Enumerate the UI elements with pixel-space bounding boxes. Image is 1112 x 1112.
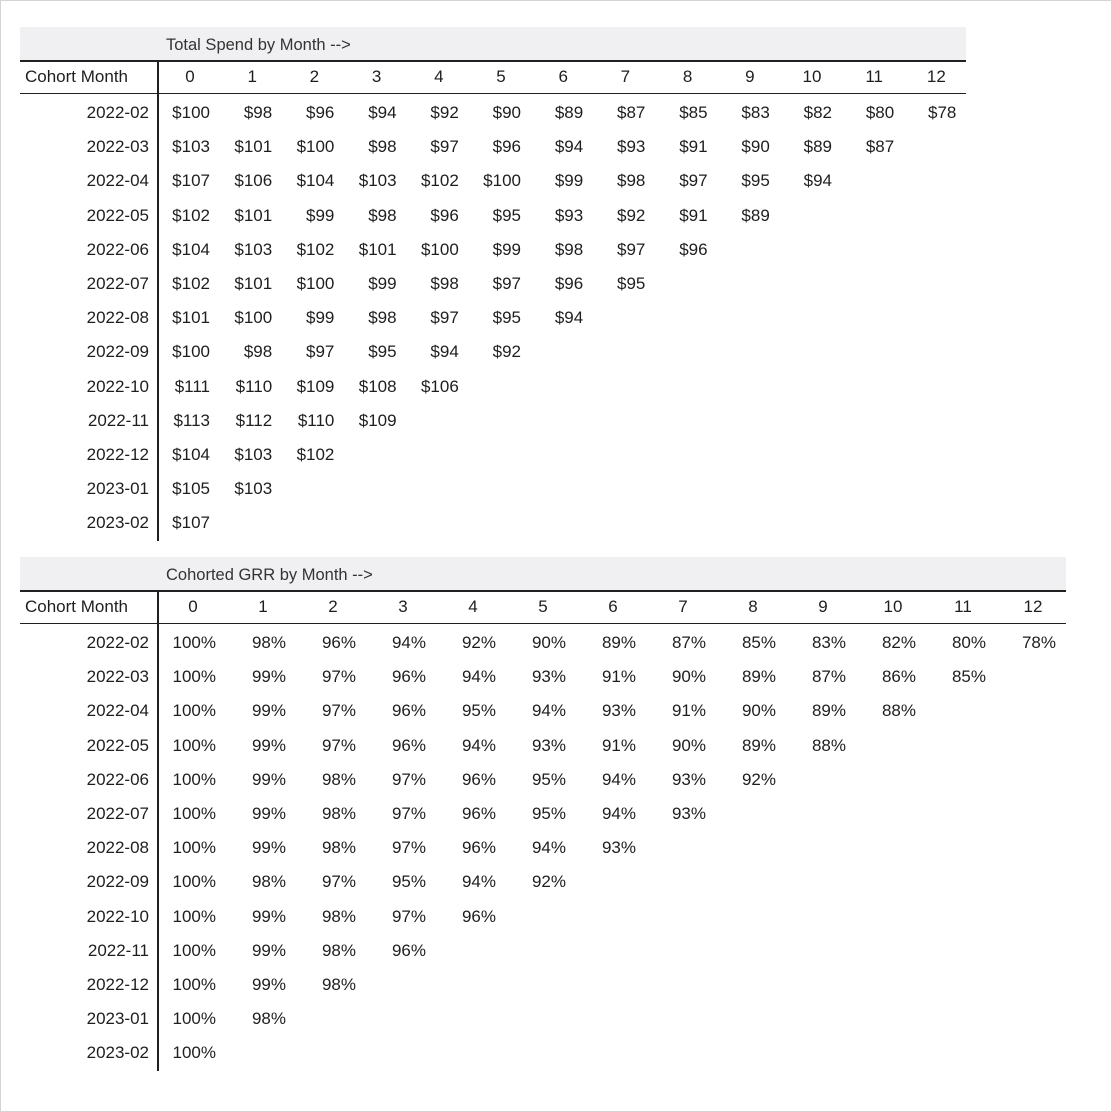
table-cell: $103 — [172, 137, 210, 157]
table-cell: $78 — [928, 103, 957, 122]
column-header-10: 10 — [883, 597, 903, 616]
table-cell: 96% — [461, 804, 496, 823]
table-cell: $111 — [174, 376, 210, 396]
table-cell: 90% — [741, 701, 776, 721]
table-cell: 98% — [251, 633, 286, 652]
table-cell: $103 — [234, 479, 273, 499]
table-cell: 97% — [391, 906, 426, 926]
column-header-1: 1 — [258, 597, 268, 616]
table-cell: $96 — [430, 205, 459, 225]
table-cell: $92 — [430, 103, 459, 122]
column-header-10: 10 — [802, 67, 822, 86]
table-cell: $85 — [679, 103, 708, 122]
cohort-month-label: 2022-04 — [86, 171, 149, 191]
cohort-month-label: 2022-02 — [86, 633, 149, 652]
table-cell: 92% — [741, 769, 776, 789]
column-header-4: 4 — [434, 67, 444, 86]
table-cell: $104 — [172, 239, 210, 259]
table-cell: 78% — [1021, 633, 1056, 652]
table-cell: $94 — [554, 137, 584, 157]
table-cell: 90% — [531, 633, 566, 652]
table-cell: 96% — [391, 735, 426, 755]
table-cell: $96 — [554, 274, 584, 293]
table-cell: 83% — [811, 633, 846, 652]
table-cell: 85% — [951, 667, 986, 687]
table-cell: $82 — [803, 103, 832, 122]
table-cell: $109 — [296, 376, 335, 396]
cohort-month-label: 2022-07 — [86, 274, 149, 293]
table-cell: $99 — [368, 274, 397, 293]
column-header-5: 5 — [538, 597, 548, 616]
table-cell: 93% — [601, 701, 636, 721]
cohort-month-label: 2023-02 — [86, 513, 149, 533]
table-cell: $89 — [741, 205, 770, 225]
column-header-6: 6 — [608, 597, 618, 616]
column-header-3: 3 — [398, 597, 408, 616]
column-header-3: 3 — [371, 67, 382, 86]
table-cell: 85% — [741, 633, 776, 652]
table-cell: $101 — [234, 205, 273, 225]
cohort-month-label: 2022-08 — [86, 838, 149, 858]
table-cell: 99% — [251, 906, 286, 926]
table-cell: $89 — [803, 137, 832, 157]
column-header-8: 8 — [682, 67, 693, 86]
table-cell: $98 — [368, 137, 397, 157]
table-cell: $102 — [172, 205, 210, 225]
table-cell: $112 — [235, 410, 273, 430]
table-cell: $102 — [296, 239, 335, 259]
table-cell: $90 — [741, 137, 770, 157]
table-cell: $98 — [554, 239, 584, 259]
table-cell: 97% — [321, 735, 356, 755]
table-title: Total Spend by Month --> — [166, 36, 351, 54]
table-cell: 93% — [671, 769, 706, 789]
table-cell: $106 — [234, 171, 273, 191]
table-title-banner — [20, 27, 966, 61]
table-cell: 100% — [172, 735, 216, 755]
table-cell: $107 — [172, 171, 210, 191]
table-cell: $97 — [306, 342, 335, 362]
table-cell: 98% — [321, 975, 356, 994]
column-header-6: 6 — [558, 67, 568, 86]
table-cell: 100% — [172, 1009, 216, 1029]
table-cell: 87% — [811, 667, 846, 687]
table-cell: 100% — [172, 667, 216, 687]
table-cell: 100% — [172, 906, 216, 926]
table-cell: $100 — [234, 308, 273, 328]
table-cell: 96% — [461, 769, 496, 789]
table-cell: 99% — [251, 701, 286, 721]
table-cell: $102 — [172, 274, 210, 293]
table-cell: 94% — [391, 633, 426, 652]
table-cell: 95% — [461, 701, 496, 721]
column-header-12: 12 — [926, 67, 946, 86]
table-cell: 94% — [531, 838, 566, 858]
table-cell: $113 — [173, 410, 210, 430]
table-cell: 88% — [881, 701, 916, 721]
cohort-month-label: 2022-10 — [86, 376, 149, 396]
table-cell: 97% — [321, 667, 356, 687]
table-cell: 98% — [321, 906, 356, 926]
table-cell: 98% — [321, 940, 356, 960]
table-cell: 99% — [251, 769, 286, 789]
table-cell: $93 — [554, 205, 584, 225]
table-cell: $110 — [297, 410, 335, 430]
column-header-row — [20, 590, 1066, 624]
table-cell: $97 — [492, 274, 521, 293]
table-cell: $95 — [741, 171, 770, 191]
table-title-banner — [20, 557, 1066, 591]
table-cell: 99% — [251, 735, 286, 755]
table-cell: $91 — [679, 205, 708, 225]
column-header-8: 8 — [748, 597, 758, 616]
table-cell: 94% — [601, 769, 636, 789]
table-cell: 96% — [391, 940, 426, 960]
table-cell: 89% — [811, 701, 846, 721]
table-cell: 80% — [951, 633, 986, 652]
table-cell: 100% — [172, 1043, 216, 1063]
cohort-month-label: 2022-11 — [87, 940, 149, 960]
table-cell: $101 — [172, 308, 210, 328]
table-cell: $92 — [617, 205, 646, 225]
table-cell: 100% — [172, 633, 216, 652]
table-cell: 94% — [461, 872, 496, 892]
column-header-12: 12 — [1023, 597, 1043, 616]
column-header-row — [20, 60, 966, 94]
table-cell: $97 — [679, 171, 708, 191]
table-cell: 94% — [461, 667, 496, 687]
table-cell: $93 — [617, 137, 646, 157]
table-cell: 93% — [531, 735, 566, 755]
table-cell: 94% — [461, 735, 496, 755]
table-cell: $98 — [368, 205, 397, 225]
table-cell: 97% — [391, 838, 426, 858]
table-cell: $105 — [172, 479, 210, 499]
table-cell: 100% — [172, 975, 216, 994]
table-cell: $95 — [617, 274, 646, 293]
cohort-month-label: 2022-12 — [86, 975, 149, 994]
table-cell: 95% — [391, 872, 426, 892]
table-cell: $108 — [358, 376, 397, 396]
column-header-0: 0 — [185, 67, 195, 86]
table-cell: $83 — [741, 103, 770, 122]
table-cell: 99% — [251, 667, 286, 687]
table-cell: 89% — [601, 633, 636, 652]
table-cell: $100 — [172, 103, 210, 122]
cohorted-grr-table — [20, 557, 1066, 1077]
total-spend-table — [20, 27, 966, 547]
table-cell: $98 — [243, 103, 273, 122]
table-cell: 89% — [741, 667, 776, 687]
column-header-4: 4 — [468, 597, 478, 616]
table-cell: 96% — [391, 701, 426, 721]
column-header-9: 9 — [818, 597, 828, 616]
table-cell: $98 — [430, 274, 459, 293]
table-cell: $94 — [430, 342, 459, 362]
cohort-month-label: 2022-07 — [86, 804, 149, 823]
column-header-7: 7 — [678, 597, 688, 616]
table-cell: $89 — [554, 103, 584, 122]
table-cell: 96% — [391, 667, 426, 687]
table-cell: $100 — [296, 137, 335, 157]
table-cell: 100% — [172, 769, 216, 789]
table-cell: $103 — [234, 445, 273, 464]
table-cell: 100% — [172, 838, 216, 858]
table-cell: $96 — [679, 239, 708, 259]
table-cell: $87 — [865, 137, 895, 157]
table-cell: $101 — [358, 239, 397, 259]
table-cell: 96% — [321, 633, 356, 652]
table-cell: $100 — [420, 239, 459, 259]
table-cell: $97 — [617, 239, 646, 259]
table-title: Cohorted GRR by Month --> — [166, 566, 373, 584]
cohort-month-label: 2022-06 — [86, 239, 149, 259]
table-cell: 95% — [531, 804, 566, 823]
table-cell: $102 — [420, 171, 459, 191]
column-header-7: 7 — [620, 67, 631, 86]
cohort-month-label: 2022-09 — [86, 342, 149, 362]
table-cell: $90 — [492, 103, 521, 122]
table-cell: 91% — [601, 735, 636, 755]
table-cell: 100% — [172, 701, 216, 721]
table-cell: $109 — [358, 410, 397, 430]
table-cell: 97% — [321, 701, 356, 721]
cohort-month-header: Cohort Month — [25, 597, 128, 616]
table-cell: $97 — [430, 137, 459, 157]
table-cell: $94 — [803, 171, 832, 191]
column-header-0: 0 — [188, 597, 198, 616]
table-cell: 92% — [531, 872, 566, 892]
table-cell: 90% — [671, 667, 706, 687]
table-cell: 99% — [251, 804, 286, 823]
table-cell: $104 — [296, 171, 335, 191]
table-cell: $95 — [368, 342, 397, 362]
table-cell: 98% — [321, 804, 356, 823]
column-header-2: 2 — [328, 597, 338, 616]
cohort-month-label: 2022-11 — [87, 410, 149, 430]
table-cell: $101 — [234, 137, 273, 157]
table-cell: $87 — [617, 103, 646, 122]
table-cell: $92 — [492, 342, 521, 362]
table-cell: $94 — [554, 308, 584, 328]
cohort-month-label: 2022-12 — [86, 445, 149, 464]
table-cell: $100 — [172, 342, 210, 362]
cohort-month-label: 2022-05 — [86, 735, 149, 755]
cohort-month-label: 2022-02 — [86, 103, 149, 122]
table-cell: $99 — [306, 308, 335, 328]
table-cell: $107 — [172, 513, 210, 533]
table-cell: $100 — [296, 274, 335, 293]
table-cell: 93% — [531, 667, 566, 687]
table-cell: $98 — [243, 342, 273, 362]
table-cell: 82% — [881, 633, 916, 652]
table-cell: 96% — [461, 838, 496, 858]
cohort-month-label: 2022-08 — [86, 308, 149, 328]
column-header-5: 5 — [496, 67, 506, 86]
table-cell: 90% — [671, 735, 706, 755]
table-cell: 94% — [531, 701, 566, 721]
cohort-month-label: 2022-06 — [86, 769, 149, 789]
table-cell: $97 — [430, 308, 459, 328]
table-cell: $102 — [296, 445, 335, 464]
table-cell: $103 — [358, 171, 397, 191]
table-cell: 98% — [321, 769, 356, 789]
cohort-month-label: 2022-09 — [86, 872, 149, 892]
table-cell: 91% — [671, 701, 706, 721]
table-cell: $98 — [368, 308, 397, 328]
table-cell: 100% — [172, 940, 216, 960]
table-cell: $96 — [306, 103, 335, 122]
cohort-month-label: 2022-04 — [86, 701, 149, 721]
table-cell: $99 — [492, 239, 521, 259]
column-header-9: 9 — [745, 67, 755, 86]
table-cell: 99% — [251, 975, 286, 994]
cohort-month-label: 2023-01 — [86, 1009, 149, 1029]
table-cell: 88% — [811, 735, 846, 755]
table-cell: 98% — [321, 838, 356, 858]
column-header-1: 1 — [247, 67, 257, 86]
table-cell: $99 — [554, 171, 584, 191]
cohort-month-label: 2023-02 — [86, 1043, 149, 1063]
table-cell: $110 — [235, 376, 273, 396]
table-cell: 91% — [601, 667, 636, 687]
table-cell: $106 — [420, 376, 459, 396]
table-cell: $95 — [492, 205, 521, 225]
table-cell: 96% — [461, 906, 496, 926]
table-cell: 97% — [321, 872, 356, 892]
table-cell: $99 — [306, 205, 335, 225]
table-cell: 99% — [251, 940, 286, 960]
table-cell: 93% — [671, 804, 706, 823]
column-header-11: 11 — [865, 67, 884, 86]
table-cell: 87% — [671, 633, 706, 652]
table-cell: $96 — [492, 137, 521, 157]
cohort-month-label: 2022-10 — [86, 906, 149, 926]
cohort-month-header: Cohort Month — [25, 67, 128, 86]
table-cell: 99% — [251, 838, 286, 858]
table-cell: $104 — [172, 445, 210, 464]
table-cell: 97% — [391, 804, 426, 823]
table-cell: 89% — [741, 735, 776, 755]
table-cell: 92% — [461, 633, 496, 652]
table-cell: 95% — [531, 769, 566, 789]
table-cell: $103 — [234, 239, 273, 259]
table-cell: $80 — [865, 103, 895, 122]
table-cell: 100% — [172, 804, 216, 823]
cohort-month-label: 2022-05 — [86, 205, 149, 225]
table-cell: $95 — [492, 308, 521, 328]
cohort-month-label: 2023-01 — [86, 479, 149, 499]
table-cell: 100% — [172, 872, 216, 892]
table-cell: 93% — [601, 838, 636, 858]
column-header-11: 11 — [954, 597, 972, 616]
table-cell: 97% — [391, 769, 426, 789]
cohort-month-label: 2022-03 — [86, 667, 149, 687]
table-cell: $98 — [617, 171, 646, 191]
cohort-month-label: 2022-03 — [86, 137, 149, 157]
table-cell: 94% — [601, 804, 636, 823]
table-cell: 98% — [251, 1009, 286, 1029]
table-cell: $94 — [368, 103, 397, 122]
table-cell: $100 — [483, 171, 521, 191]
table-cell: $91 — [679, 137, 708, 157]
column-header-2: 2 — [309, 67, 320, 86]
table-cell: 86% — [881, 667, 916, 687]
table-cell: $101 — [234, 274, 273, 293]
table-cell: 98% — [251, 872, 286, 892]
